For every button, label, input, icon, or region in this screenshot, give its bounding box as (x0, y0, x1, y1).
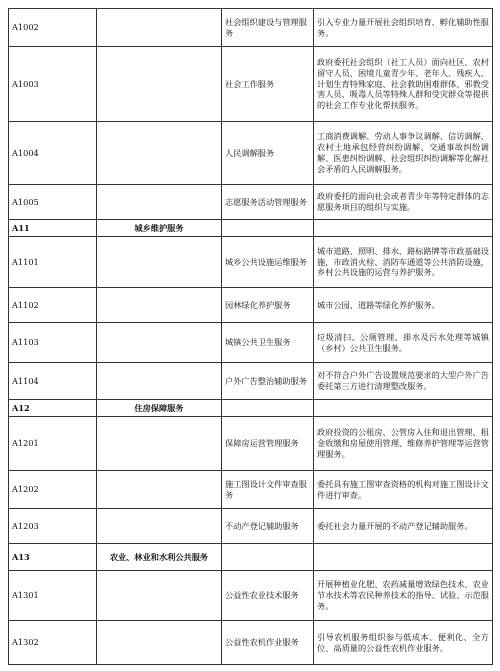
category-code: A13 (9, 544, 97, 571)
table-row (9, 509, 493, 544)
row-description: 垃圾清扫、公厕管理、排水及污水处理等城镇（乡村）公共卫生服务。 (314, 323, 493, 363)
row-code: A1005 (9, 185, 97, 220)
row-service-name: 户外广告整治辅助服务 (222, 363, 314, 400)
row-service-name (222, 220, 314, 237)
row-service-name: 社会组织建设与管理服务 (222, 9, 314, 47)
row-service-name: 不动产登记辅助服务 (222, 509, 314, 544)
row-description: 政府委托的面向社会或者青少年等特定群体的志愿服务项目的组织与实施。 (314, 185, 493, 220)
table-row (9, 237, 493, 288)
row-service-name: 城乡公共设施运维服务 (222, 237, 314, 288)
row-description: 对不符合户外广告设置规范要求的大型户外广告委托第三方进行清理整改服务。 (314, 363, 493, 400)
category-name: 城乡维护服务 (97, 220, 222, 237)
table-row (9, 47, 493, 122)
row-description: 引入专业力量开展社会组织培育、孵化辅助性服务。 (314, 9, 493, 47)
row-description: 委托具有施工图审查资格的机构对施工图设计文件进行审查。 (314, 471, 493, 509)
category-name: 农业、林业和水利公共服务 (97, 544, 222, 571)
row-category (97, 185, 222, 220)
table-row (9, 323, 493, 363)
row-service-name: 社会工作服务 (222, 47, 314, 122)
row-category (97, 621, 222, 665)
row-service-name: 施工图设计文件审查服务 (222, 471, 314, 509)
row-description: 城市公园、道路等绿化养护服务。 (314, 288, 493, 323)
row-code: A1104 (9, 363, 97, 400)
row-service-name: 保障房运营管理服务 (222, 417, 314, 471)
service-catalog-table (8, 8, 493, 665)
table-row (9, 471, 493, 509)
category-code: A11 (9, 220, 97, 237)
row-description: 工商消费调解、劳动人事争议调解、信访调解、农村土地承包经营纠纷调解、交通事故纠纷调解、医患纠纷调解、社会组织纠纷调解等化解社会矛盾的人民调解服务。 (314, 122, 493, 185)
table-row (9, 185, 493, 220)
category-code: A12 (9, 400, 97, 417)
table-row (9, 363, 493, 400)
row-description (314, 400, 493, 417)
table-row (9, 571, 493, 621)
row-code: A1203 (9, 509, 97, 544)
row-description: 政府投资的公租房、公管房入住和退出管理、租金收缴和房屋使用管理、维修养护管理等运营管理服务。 (314, 417, 493, 471)
row-code: A1201 (9, 417, 97, 471)
row-service-name (222, 544, 314, 571)
table-row (9, 621, 493, 665)
row-code: A1302 (9, 621, 97, 665)
row-category (97, 9, 222, 47)
table-row (9, 417, 493, 471)
row-description (314, 544, 493, 571)
row-code: A1301 (9, 571, 97, 621)
row-code: A1002 (9, 9, 97, 47)
row-service-name: 公益性农机作业服务 (222, 621, 314, 665)
row-description: 城市道路、照明、排水、路标路牌等市政基础设施，市政消火栓、消防车通道等公共消防设施，乡村公共设施的运营与养护服务。 (314, 237, 493, 288)
row-category (97, 323, 222, 363)
row-service-name: 人民调解服务 (222, 122, 314, 185)
row-category (97, 363, 222, 400)
row-code: A1202 (9, 471, 97, 509)
row-description: 开展种植业化肥、农药减量增效绿色技术、农业节水技术等农民种养技术的指导、试验、示范服务。 (314, 571, 493, 621)
row-category (97, 288, 222, 323)
category-row (9, 544, 493, 571)
row-service-name: 志愿服务活动管理服务 (222, 185, 314, 220)
row-category (97, 417, 222, 471)
row-description (314, 220, 493, 237)
table-row (9, 9, 493, 47)
row-service-name: 城镇公共卫生服务 (222, 323, 314, 363)
row-category (97, 47, 222, 122)
row-category (97, 571, 222, 621)
row-code: A1101 (9, 237, 97, 288)
row-category (97, 509, 222, 544)
row-description: 政府委托社会组织（社工人员）面向社区、农村留守人员、困境儿童青少年、老年人、残疾人、计划生育特殊家庭、社会救助困难群体、邪教受害人员、吸毒人员等特殊人群和受灾群众等提供的社会工作专业化帮扶服务。 (314, 47, 493, 122)
service-catalog-sheet (8, 8, 493, 665)
row-code: A1003 (9, 47, 97, 122)
table-row (9, 122, 493, 185)
row-code: A1103 (9, 323, 97, 363)
row-service-name: 公益性农业技术服务 (222, 571, 314, 621)
table-row (9, 288, 493, 323)
row-code: A1004 (9, 122, 97, 185)
row-category (97, 237, 222, 288)
row-category (97, 471, 222, 509)
row-category (97, 122, 222, 185)
row-service-name (222, 400, 314, 417)
row-description: 引导农机服务组织参与低成本、便利化、全方位、高质量的公益性农机作业服务。 (314, 621, 493, 665)
row-code: A1102 (9, 288, 97, 323)
category-row (9, 400, 493, 417)
row-description: 委托社会力量开展的不动产登记辅助服务。 (314, 509, 493, 544)
row-service-name: 园林绿化养护服务 (222, 288, 314, 323)
category-name: 住房保障服务 (97, 400, 222, 417)
category-row (9, 220, 493, 237)
